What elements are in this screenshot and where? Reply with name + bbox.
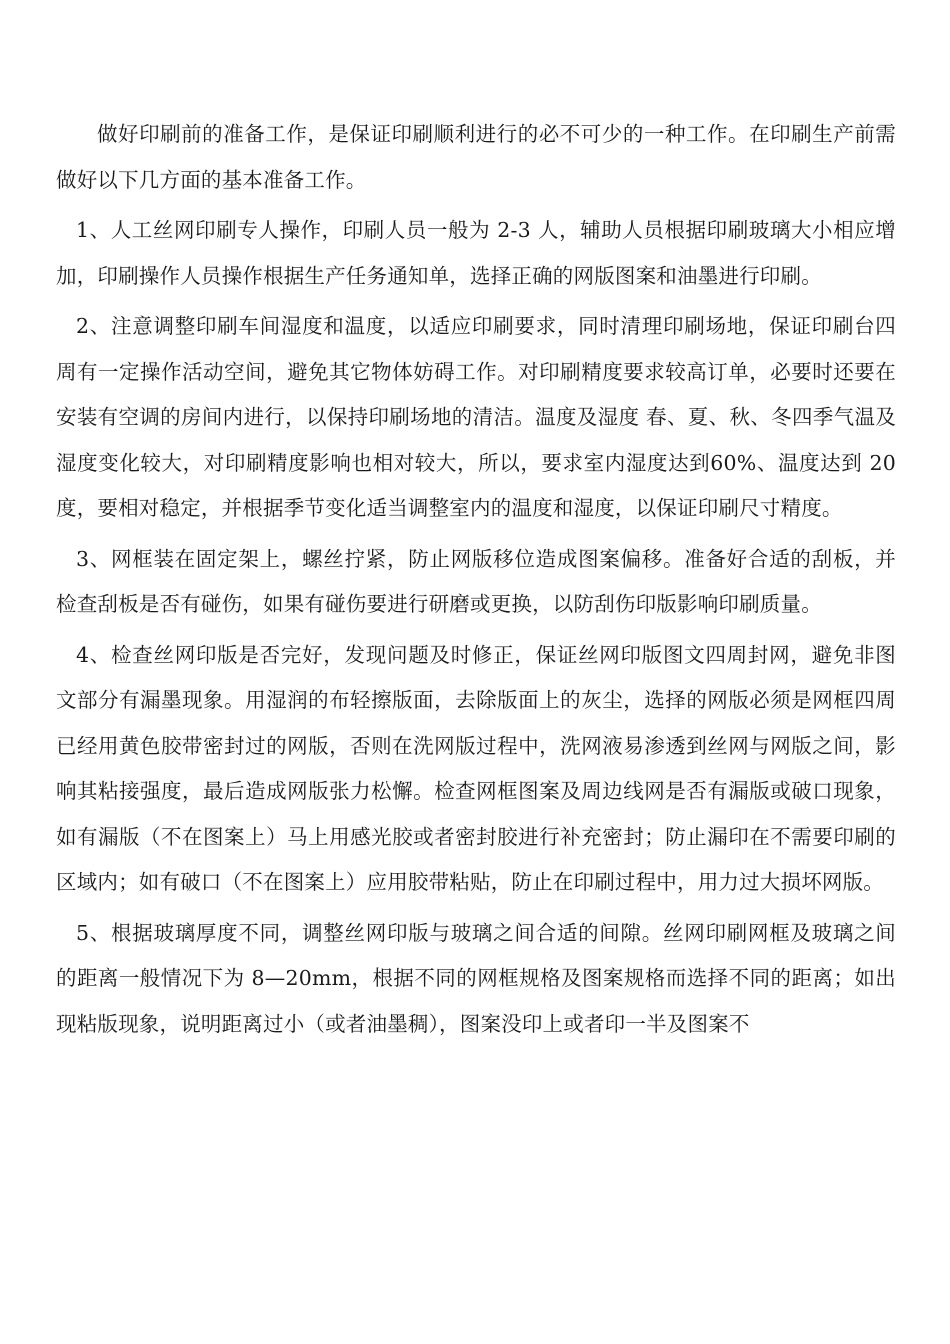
- document-body: [56, 112, 896, 1047]
- paragraph-item-4: 4、检查丝网印版是否完好，发现问题及时修正，保证丝网印版图文四周封网，避免非图文部分有漏墨现象。用湿润的布轻擦版面，去除版面上的灰尘，选择的网版必须是网框四周已经用黄色胶带密封过的网版，否则在洗网版过程中，洗网液易渗透到丝网与网版之间，影响其粘接强度，最后造成网版张力松懈。检查网框图案及周边线网是否有漏版或破口现象，如有漏版（不在图案上）马上用感光胶或者密封胶进行补充密封；防止漏印在不需要印刷的区域内；如有破口（不在图案上）应用胶带粘贴，防止在印刷过程中，用力过大损坏网版。: [56, 642, 896, 894]
- paragraph-item-1: 1、人工丝网印刷专人操作，印刷人员一般为 2-3 人，辅助人员根据印刷玻璃大小相应增加，印刷操作人员操作根据生产任务通知单，选择正确的网版图案和油墨进行印刷。: [56, 218, 896, 288]
- paragraph-intro: 做好印刷前的准备工作，是保证印刷顺利进行的必不可少的一种工作。在印刷生产前需做好以下几方面的基本准备工作。: [56, 122, 896, 192]
- paragraph-item-2: 2、注意调整印刷车间湿度和温度，以适应印刷要求，同时清理印刷场地，保证印刷台四周有一定操作活动空间，避免其它物体妨碍工作。对印刷精度要求较高订单，必要时还要在安装有空调的房间内进行，以保持印刷场地的清洁。温度及湿度 春、夏、秋、冬四季气温及湿度变化较大，对印刷精度影响也相对较大，所以，要求室内湿度达到60%、温度达到 20 度，要相对稳定，并根据季节变化适当调整室内的温度和湿度，以保证印刷尺寸精度。: [56, 314, 896, 520]
- paragraph-item-3: 3、网框装在固定架上，螺丝拧紧，防止网版移位造成图案偏移。准备好合适的刮板，并检查刮板是否有碰伤，如果有碰伤要进行研磨或更换，以防刮伤印版影响印刷质量。: [56, 546, 896, 616]
- paragraph-item-5: 5、根据玻璃厚度不同，调整丝网印版与玻璃之间合适的间隙。丝网印刷网框及玻璃之间的距离一般情况下为 8—20mm，根据不同的网框规格及图案规格而选择不同的距离；如出现粘版现象，说明距离过小（或者油墨稠），图案没印上或者印一半及图案不: [56, 920, 896, 1036]
